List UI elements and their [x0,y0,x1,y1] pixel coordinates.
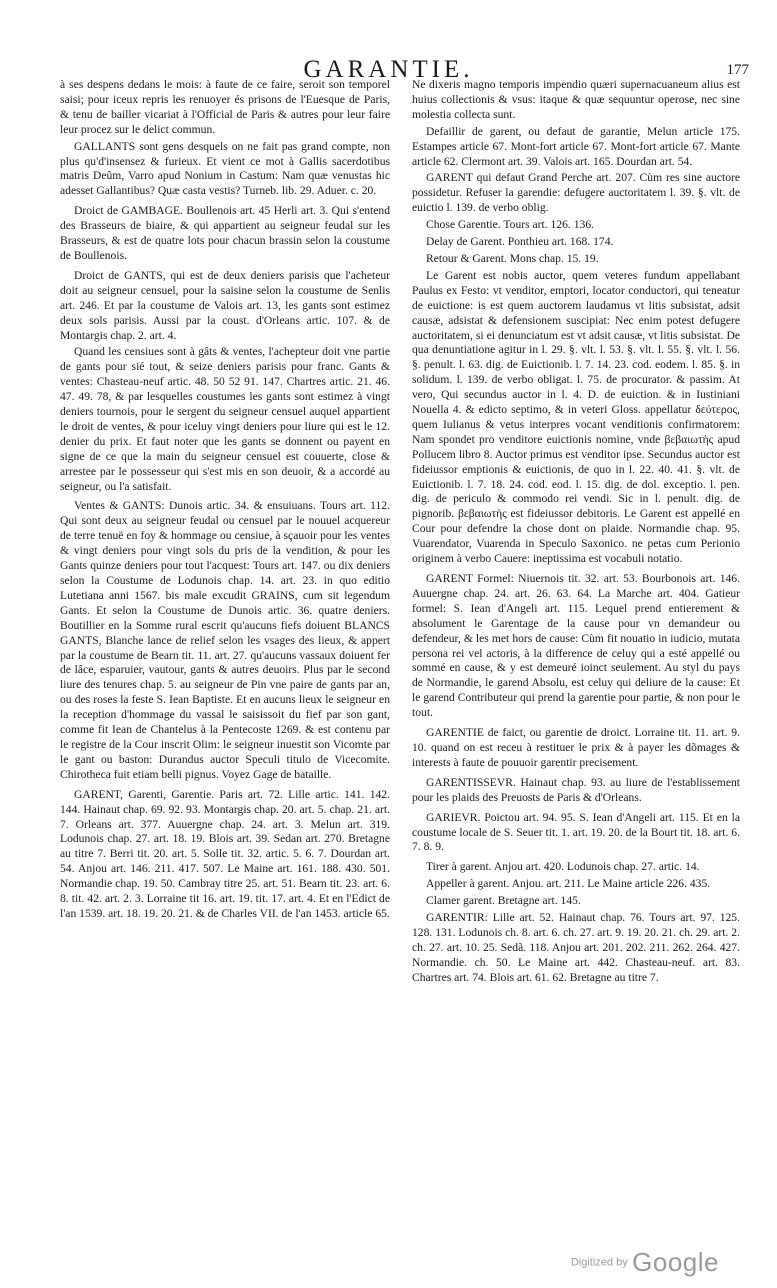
paragraph: GARENTISSEVR. Hainaut chap. 93. au liure de l'establissement pour les plaids des Preuosts de Paris & d'Orleans. [412,775,740,804]
paragraph: Tirer à garent. Anjou art. 420. Lodunois chap. 27. artic. 14. [426,860,700,874]
google-logo: Google [632,1247,719,1277]
page-number: 177 [726,62,749,78]
paragraph: Quand les censiues sont à gâts & ventes, l'achepteur doit vne partie de gants pour sié tout, & seize deniers parisis pour franc. Gants & ventes: Chasteau-neuf artic. 48. 50 52 91. 147. Chartres artic. 21. 46. 47. 49. 78, & par lesquelles coustumes les gants sont estimez à vingt deniers tournois, pour le sergent du seigneur censuel auquel appartient le droit de ventes, & pour iceluy vingt deniers pour liure qui est le 12. denier du prix. Et faut noter que les gants se donnent ou payent en signe de ce que la main du seigneur censuel est couuerte, close & arrestee par le possesseur qui s'est mis en son deuoir, & a accordé au seigneur, ou l'a satisfait. [60,345,390,493]
paragraph: Defaillir de garent, ou defaut de garantie, Melun article 175. Estampes article 67. Mont-fort article 67. Mont-fort article 67. Mante article 62. Clermont art. 39. Valois art. 165. Dourdan art. 54. [412,124,740,168]
paragraph: GARENT, Garenti, Garentie. Paris art. 72. Lille artic. 141. 142. 144. Hainaut chap. 69. 92. 93. Montargis chap. 20. art. 5. chap. 21. art. 7. Orleans art. 377. Auuergne chap. 24. art. 3. Melun art. 319. Lodunois chap. 27. art. 18. 19. Blois art. 39. Sedan art. 270. Bretagne au titre 7. Berri tit. 20. art. 5. Solle tit. 32. artic. 5. 6. 7. Dourdan art. 54. Anjou art. 146. 211. 417. 507. Le Maine art. 161. 188. 430. 501. Normandie chap. 19. 50. Cambray titre 25. art. 51. Bearn tit. 23. art. 6. 8. tit. 42. art. 2. 3. Lorraine tit 16. art. 19. tit. 17. art. 4. Et en l'Edict de l'an 1539. art. 18. 19. 20. 21. & de Charles VII. de l'an 1453. article 65. [60,787,390,920]
watermark-prefix: Digitized by [570,1256,628,1269]
paragraph: GARENTIR: Lille art. 52. Hainaut chap. 76. Tours art. 97. 125. 128. 131. Lodunois ch. 8. art. 6. ch. 27. art. 9. 19. 20. 21. ch. 29. art. 2. ch. 27. art. 10. 25. Sedã. 118. Anjou art. 201. 202. 211. 262. 264. 427. Normandie. ch. 50. Le Maine art. 442. Chasteau-neuf. art. 83. Chartres art. 74. Blois art. 61. 62. Bretagne au titre 7. [412,911,740,984]
paragraph: Appeller à garent. Anjou. art. 211. Le Maine article 226. 435. [426,877,711,891]
paragraph: Le Garent est nobis auctor, quem veteres fundum appellabant Paulus ex Festo: vt venditor, emptori, locator conductori, qui teneatur de euictione: is est quem auctorem laudamus vt litis subsistat, adsit causæ, adsistat & defensionem suscipiat: Nec enim potest defugere auctoritatem, si ei denunciatum est vt adsit causæ, vt litis subsistat. De qua denuntiatione agitur in l. 29. §. vlt. l. 53. §. vlt. l. 55. §. vlt. l. 56. §. penult. l. 63. dig. de Euictionib. l. 7. 14. 23. cod. eodem. l. 85. §. in solidum. l. 139. de verbo obligat. l. 75. de procurator. & passim. At vero, Qui secundus auctor in l. 4. D. de euiction. & in Iustiniani Nouella 4. & edicto septimo, & in veteri Gloss. appellatur δεύτερος, quem Iulianus & vetus interpres vocant venditionis confirmatorem: Nam spondet pro venditore euictionis nomine, vnde βεβαιωτὴς apud Pollucem libro 8. Auctor primus est venditor ipse. Secundus auctor est fideiussor emptionis & euictionis, de quo in l. 22. 40. 41. §. vlt. de Euictionib. l. 7. 18. 24. cod. eod. l. 15. dig. de dol. exceptio. l. pen. dig. de periculo & commodo rei vendi. Sic in l. penult. dig. de pignorib. βεβαιωτὴς est fideiussor debitoris. Le Garent est appellé en Cour pour defendre la chose dont on plaide. Normandie chap. 95. Vuarendator, Vuarenda in Speculo Saxonico. ne petas cum Perionio originem à verbo Cauere: ineptissima est vocabuli notatio. [412,268,740,566]
paragraph: à ses despens dedans le mois: à faute de ce faire, seroit son temporel saisi; pour iceux repris les renuoyer és prisons de l'Euesque de Paris, & tenu de bailler vicariat à l'Official de Paris & autres pour leur faire leur procez sur le delict commun. [60,78,390,136]
paragraph: Ne dixeris magno temporis impendio quæri supernacuaneum alius est huius collectionis & vsus: itaque & quæ sequuntur operose, nec sine molestia collecta sunt. [412,78,740,121]
running-title: GARANTIE. [303,56,474,83]
paragraph: Clamer garent. Bretagne art. 145. [426,894,581,908]
paragraph: Droict de GANTS, qui est de deux deniers parisis que l'acheteur doit au seigneur censuel, pour la saisine selon la coustume de Senlis art. 246. Et par la coustume de Valois art. 13, les gants sont estimez deux sols parisis. Aussi par la coust. d'Orleans artic. 107. & de Montargis chap. 2. art. 4. [60,268,390,342]
paragraph: Retour & Garent. Mons chap. 15. 19. [426,251,599,265]
paragraph: Delay de Garent. Ponthieu art. 168. 174. [426,235,614,249]
paragraph: GARIEVR. Poictou art. 94. 95. S. Iean d'Angeli art. 115. Et en la coustume locale de S. Seuer tit. 1. art. 19. 20. de la Bourt tit. 18. art. 6. 7. 8. 9. [412,810,740,854]
digitized-watermark [571,1247,719,1278]
paragraph: Chose Garentie. Tours art. 126. 136. [426,218,595,232]
right-column [412,78,740,988]
left-column [60,78,390,924]
paragraph: GARENT qui defaut Grand Perche art. 207. Cùm res sine auctore possidetur. Refuser la garendie: defugere auctoritatem l. 39. §. vlt. de euictio l. 139. de verbo oblig. [412,171,740,215]
paragraph: Droict de GAMBAGE. Boullenois art. 45 Herli art. 3. Qui s'entend des Brasseurs de biaire, & qui appartient au seigneur feudal sur les Brasseurs, & est de quatre lots pour chacun brassin selon la coustume de Boullenois. [60,204,390,262]
paragraph: GALLANTS sont gens desquels on ne fait pas grand compte, non plus qu'd'insensez & furieux. Et vient ce mot à Gallis sacerdotibus matris Deûm, Varro apud Nonium in Castum: Nam quæ venustas hic adesset Gallantibus? Quæ casta vestis? Turneb. lib. 29. Aduer. c. 20. [60,139,390,198]
paragraph: Ventes & GANTS: Dunois artic. 34. & ensuiuans. Tours art. 112. Qui sont deux au seigneur feudal ou censuel par le nouuel acquereur de terre tenuë en foy & hommage ou censiue, à sçauoir pour les ventes & vingt deniers pour vingt sols du pris de la vendition, & pour les Gants quinze deniers pour tout l'acquest: Tours art. 147. ou dix deniers selon la Coustume de Lodunois chap. 14. art. 23. in quo editio Lutetiana anni 1567. bis male excudit GRAINS, cum sit legendum Gants. Et selon la Coustume de Dunois artic. 36. quatre deniers. Boutillier en la Somme rural escrit qu'aucuns fiefs doiuent BLANCS GANTS, Blanche lance de relief selon les vsages des lieux, & appert par la coustume de Bearn tit. 11. art. 27. qu'aucuns vassaux doiuent fer de lâce, esparuier, vautour, gants & autres deuoirs. Plus par le second liure des tenures chap. 5. au seigneur de Pin vne paire de gants par an, ou des roses la feste S. Iean Baptiste. Et en aucuns lieux le seigneur en la reception d'hommage du vassal le saisissoit du fief par son gant, comme fit Iean de Chantelus à la Pentecoste 1269. & est contenu par le registre de la Cour inscrit Olim: le seigneur inuestit son Vicomte par le gant ou baston: Durandus auctor Speculi titulo de Vicecomite. Chirotheca fuit etiam belli pignus. Voyez Gage de bataille. [60,499,390,781]
paragraph: GARENT Formel: Niuernois tit. 32. art. 53. Bourbonois art. 146. Auuergne chap. 24. art. 26. 63. 64. La Marche art. 404. Gatieur formel: S. Iean d'Angeli art. 115. Lequel prend entierement & absolument le Garentage de la cause pour vn demandeur ou defendeur, & les met hors de cause: Cùm fit nouatio in iudicio, mutata persona rei vel actoris, à la difference de celuy qui a esté appellé ou sommé en cause, & y est demeuré ioinct seulement. Au styl du pays de Normandie, le garend Absolu, est celuy qui deliure de la cause: Et le garend Contributeur qui prend la garentie pour partie, & non pour le tout. [412,572,740,720]
paragraph: GARENTIE de faict, ou garentie de droict. Lorraine tit. 11. art. 9. 10. quand on est receu à restituer le prix & à payer les dõmages & interests à faute de pouuoir garentir precisement. [412,726,740,769]
